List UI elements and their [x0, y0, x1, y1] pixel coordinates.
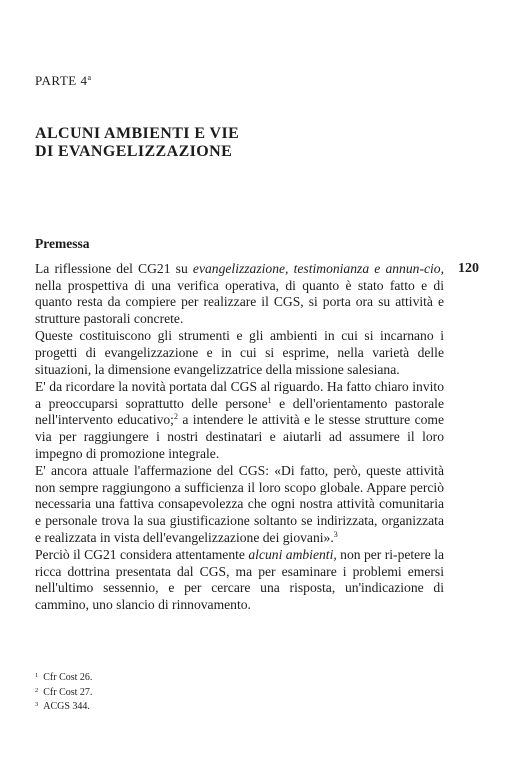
paragraph-2: Queste costituiscono gli strumenti e gli ambienti in cui si incarnano i progetti di evangelizzazione e in cui si esprime, nella varietà delle situazioni, la dimensione evangelizzatrice della missione salesiana.: [35, 328, 444, 377]
paragraph-5-text-a: Perciò il CG21 considera attentamente: [35, 547, 249, 563]
paragraph-3-text-b: e dell'orientamento pastorale nell'intervento educativo;: [35, 395, 444, 428]
paragraph-4: [35, 463, 444, 546]
paragraph-5-text-c: non per ri-petere la ricca dottrina presentata dal CGS, ma per esaminare i problemi emersi nell'ultimo sessennio, e per cercare una risposta, un'indicazione di cammino, uno slancio di rinnovamento.: [35, 547, 445, 612]
footnote-mark: 2: [35, 686, 39, 694]
chapter-title-line-1: ALCUNI AMBIENTI E VIE: [35, 125, 240, 142]
paragraph-3-text-c: a intendere le attività e le stesse strutture come via per raggiungere i nostri destinatari e aiutarli ad assumere il loro impegno di promozione integrale.: [35, 412, 445, 461]
margin-paragraph-number: 120: [458, 261, 479, 276]
paragraph-4-text: E' ancora attuale l'affermazione del CGS: «Di fatto, però, queste attività non sempre raggiungono a sufficienza il loro scopo globale. Appare perciò necessaria una fattiva consapevolezza che ogni nostra attività comunitaria e personale trova la sua giustificazione soltanto se indirizzata, organizzata e realizzata in vista dell'evangelizzazione dei giovani».: [35, 463, 444, 545]
paragraph-1: [35, 261, 444, 327]
footnote-mark: 1: [35, 672, 39, 679]
footnote-mark: 3: [35, 701, 39, 708]
footnote-text: ACGS 344.: [43, 701, 90, 712]
paragraph-1-italic: evangelizzazione, testimonianza e annun-cio,: [192, 261, 444, 276]
footnote-text: Cfr Cost 26.: [43, 672, 93, 683]
footnote-ref-1[interactable]: 1: [267, 395, 272, 405]
paragraph-1-text-c: nella prospettiva di una verifica operativa, di quanto è stato fatto e di quanto resta da compiere per realizzare il CGS, si porta ora su attività e strutture pastorali concrete.: [35, 277, 444, 326]
body-text: [35, 261, 444, 613]
part-label-ordinal: a: [87, 73, 92, 82]
chapter-title-line-2: DI EVANGELIZZAZIONE: [35, 143, 233, 160]
footnote-item: [35, 685, 92, 700]
paragraph-1-text-a: La riflessione del CG21 su: [35, 261, 193, 276]
footnote-item: [35, 670, 92, 685]
section-heading: Premessa: [35, 236, 90, 251]
part-label-text: PARTE 4: [35, 73, 88, 88]
chapter-title: [35, 125, 239, 161]
footnotes: [35, 670, 92, 714]
footnote-ref-3[interactable]: 3: [333, 529, 338, 539]
paragraph-3: [35, 379, 444, 462]
footnote-text: Cfr Cost 27.: [43, 686, 93, 698]
paragraph-3-text-a: E' da ricordare la novità portata dal CGS al riguardo. Ha fatto chiaro invito a preoccuparsi soprattutto delle persone: [35, 379, 444, 411]
footnote-item: [35, 699, 92, 714]
part-label: [35, 73, 92, 89]
footnote-ref-2[interactable]: 2: [173, 412, 178, 422]
paragraph-5-italic: alcuni ambienti,: [248, 547, 337, 563]
paragraph-5: [35, 547, 444, 613]
